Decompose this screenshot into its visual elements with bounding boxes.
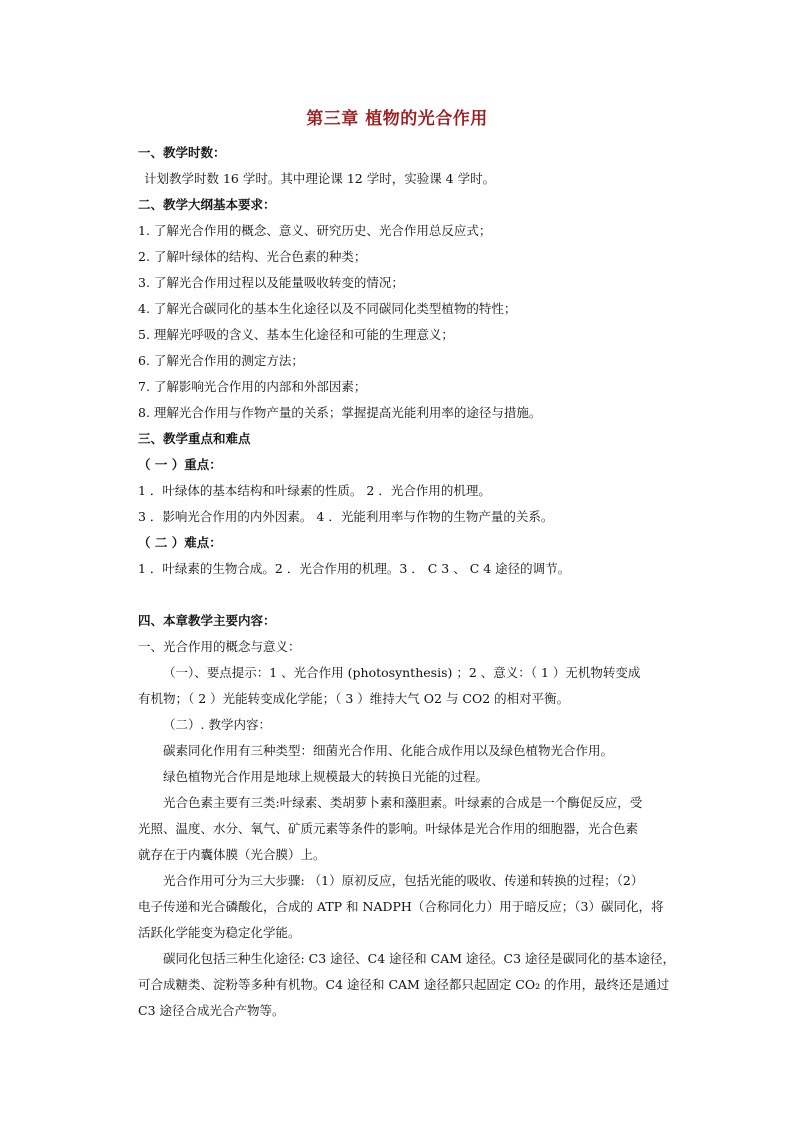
difficulty-line: 1 ．叶绿素的生物合成。2 ．光合作用的机理。3 ． C 3 、 C 4 途径的调节。 [138, 561, 571, 576]
document-body [138, 140, 675, 1024]
paragraph-line: 光照、温度、水分、氧气、矿质元素等条件的影响。叶绿体是光合作用的细胞器，光合色素 [138, 821, 639, 836]
chapter-title: 第三章 植物的光合作用 [306, 109, 488, 129]
requirement-item: 8. 理解光合作用与作物产量的关系；掌握提高光能利用率的途径与措施。 [138, 405, 542, 420]
paragraph-line: 可合成糖类、淀粉等多种有机物。C4 途径和 CAM 途径都只起固定 CO₂ 的作用，最终还是通过 [138, 977, 670, 992]
requirement-item: 4. 了解光合碳同化的基本生化途径以及不同碳同化类型植物的特性； [138, 301, 517, 316]
subsection-concept: 一、光合作用的概念与意义： [138, 639, 301, 654]
paragraph-line: 碳同化包括三种生化途径: C3 途径、C4 途径和 CAM 途径。C3 途径是碳同化的基本途径， [163, 951, 675, 966]
paragraph-line: 光合作用可分为三大步骤: （1）原初反应，包括光能的吸收、传递和转换的过程；（2） [163, 873, 644, 888]
subheading-difficulty: （ 二 ）难点： [138, 535, 222, 550]
paragraph-line: 活跃化学能变为稳定化学能。 [138, 925, 301, 940]
focus-line: 1 ．叶绿体的基本结构和叶绿素的性质。 2 ．光合作用的机理。 [138, 483, 491, 498]
section-heading-key-points: 三、教学重点和难点 [138, 431, 251, 446]
requirement-item: 5. 理解光呼吸的含义、基本生化途径和可能的生理意义； [138, 327, 454, 342]
subheading-focus: （ 一 ）重点： [138, 457, 222, 472]
requirement-item: 7. 了解影响光合作用的内部和外部因素； [138, 379, 367, 394]
paragraph-line: C3 途径合成光合产物等。 [138, 1003, 285, 1018]
teaching-content-heading: （二）. 教学内容： [163, 717, 271, 732]
requirement-item: 1. 了解光合作用的概念、意义、研究历史、光合作用总反应式； [138, 223, 492, 238]
section-heading-content: 四、本章教学主要内容： [138, 613, 276, 628]
focus-line: 3 ．影响光合作用的内外因素。 4 ．光能利用率与作物的生物产量的关系。 [138, 509, 554, 524]
paragraph-line: 绿色植物光合作用是地球上规模最大的转换日光能的过程。 [163, 769, 489, 784]
paragraph-line: 光合色素主要有三类:叶绿素、类胡萝卜素和藻胆素。叶绿素的合成是一个酶促反应，受 [163, 795, 643, 810]
requirement-item: 3. 了解光合作用过程以及能量吸收转变的情况； [138, 275, 404, 290]
key-points-line: （一）、要点提示：1 、光合作用 (photosynthesis) ；2 、意义：（ 1 ）无机物转变成 [163, 665, 641, 680]
requirement-item: 2. 了解叶绿体的结构、光合色素的种类； [138, 249, 367, 264]
paragraph-line: 就存在于内囊体膜（光合膜）上。 [138, 847, 326, 862]
paragraph-line: 碳素同化作用有三种类型：细菌光合作用、化能合成作用以及绿色植物光合作用。 [163, 743, 614, 758]
requirement-item: 6. 了解光合作用的测定方法； [138, 353, 304, 368]
paragraph-line: 电子传递和光合磷酸化，合成的 ATP 和 NADPH（合称同化力）用于暗反应；（3）碳同化，将 [138, 899, 664, 914]
spacer [138, 582, 658, 608]
key-points-line: 有机物；（ 2 ）光能转变成化学能；（ 3 ）维持大气 O2 与 CO2 的相对平衡。 [138, 691, 570, 706]
section-heading-hours: 一、教学时数： [138, 145, 226, 160]
section-heading-requirements: 二、教学大纲基本要求： [138, 197, 276, 212]
hours-text: 计划教学时数 16 学时。其中理论课 12 学时，实验课 4 学时。 [144, 171, 496, 186]
